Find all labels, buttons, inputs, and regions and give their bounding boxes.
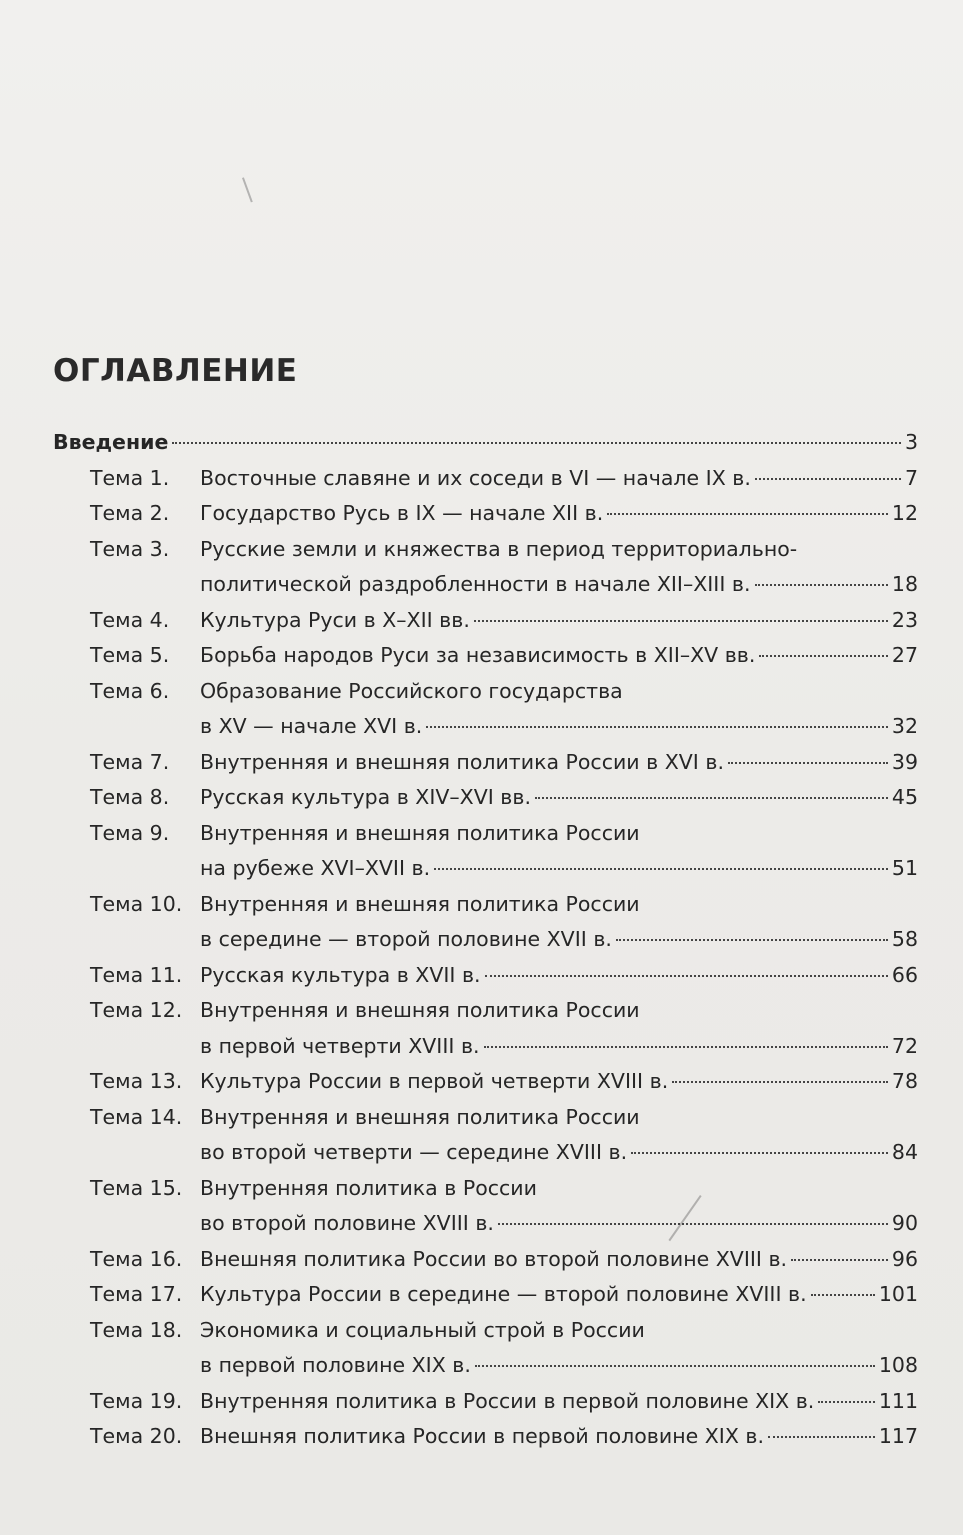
toc-entry-line <box>200 532 918 568</box>
toc-entry[interactable] <box>53 993 918 1064</box>
dot-leader <box>434 868 888 870</box>
toc-entry-line <box>200 1384 918 1420</box>
toc-entry-title <box>200 1313 918 1384</box>
toc-entry-number: Тема 1. <box>90 465 170 490</box>
toc-entry-text: Культура Руси в X–XII вв. <box>200 607 470 632</box>
toc-entry[interactable] <box>53 496 918 532</box>
toc-page-number: 66 <box>891 962 918 987</box>
toc-entry-number: Тема 13. <box>90 1069 183 1093</box>
toc-entry[interactable] <box>53 1171 918 1242</box>
toc-page-number: 90 <box>891 1211 918 1235</box>
toc-entry-number: Тема 4. <box>90 607 170 632</box>
toc-entry[interactable] <box>53 1100 918 1171</box>
toc-entry-text: Государство Русь в IX — начале XII в. <box>200 501 604 525</box>
toc-entry-number: Тема 3. <box>90 536 170 561</box>
toc-entry-line <box>200 638 918 674</box>
toc-entry-line <box>200 745 918 781</box>
toc-entry-title <box>200 780 918 816</box>
toc-entry-text: Культура России в середине — второй половине XVIII в. <box>200 1282 807 1306</box>
toc-entry-text: Введение <box>53 430 169 454</box>
toc-page-number: 39 <box>891 749 918 774</box>
toc-entry-line <box>200 1029 918 1065</box>
toc-page-number: 27 <box>891 643 918 667</box>
toc-page-number: 84 <box>891 1140 918 1164</box>
toc-page-number: 108 <box>878 1353 918 1377</box>
toc-entry-title <box>200 1064 918 1100</box>
toc-page-number: 45 <box>891 785 918 809</box>
toc-entry-text: Борьба народов Руси за независимость в XII–XV вв. <box>200 643 756 667</box>
toc-entry-line <box>200 887 918 923</box>
dot-leader <box>631 1152 888 1154</box>
dot-leader <box>728 762 888 764</box>
toc-entry-text: Внутренняя политика в России в первой половине XIX в. <box>200 1388 815 1413</box>
toc-entry-title <box>200 1419 918 1455</box>
toc-entry-line <box>200 958 918 994</box>
toc-entry-line <box>200 851 918 887</box>
toc-page-number: 3 <box>904 430 918 454</box>
toc-entry[interactable] <box>53 1064 918 1100</box>
toc-entry-title <box>200 674 918 745</box>
toc-entry-line <box>200 1171 918 1207</box>
toc-entry-number: Тема 20. <box>90 1424 183 1448</box>
toc-entry-title <box>200 532 918 603</box>
toc-entry[interactable] <box>53 816 918 887</box>
toc-page-number: 111 <box>878 1388 918 1413</box>
toc-entry-line <box>200 1348 918 1384</box>
toc-entry-text: Русские земли и княжества в период территориально- <box>200 536 798 561</box>
dot-leader <box>768 1436 875 1438</box>
toc-entry-line <box>200 567 918 603</box>
dot-leader <box>759 655 888 657</box>
toc-entry-text: во второй половине XVIII в. <box>200 1211 494 1235</box>
toc-entry-line <box>200 1100 918 1136</box>
toc-entry-line <box>200 674 918 710</box>
dot-leader <box>755 478 901 480</box>
dot-leader <box>474 620 888 622</box>
toc-entry-line <box>200 1242 918 1278</box>
page-title: ОГЛАВЛЕНИЕ <box>53 352 298 389</box>
toc-entry-text: Внутренняя и внешняя политика России <box>200 1104 640 1129</box>
toc-entry-title <box>200 496 918 532</box>
toc-entry[interactable] <box>53 674 918 745</box>
toc-entry-title <box>200 958 918 994</box>
toc-entry-title <box>200 603 918 639</box>
toc-entry-number: Тема 5. <box>90 643 170 667</box>
toc-entry-text: Внешняя политика России в первой половине XIX в. <box>200 1424 764 1448</box>
toc-entry-title <box>200 461 918 497</box>
dot-leader <box>535 797 888 799</box>
toc-entry-number: Тема 15. <box>90 1175 183 1200</box>
toc-entry-text: Культура России в первой четверти XVIII в. <box>200 1069 669 1093</box>
dot-leader <box>818 1401 875 1403</box>
toc-entry-title <box>200 1277 918 1313</box>
toc-entry-line <box>200 1064 918 1100</box>
toc-entry-number: Тема 14. <box>90 1104 183 1129</box>
toc-page-number: 51 <box>891 856 918 880</box>
toc-entry-number: Тема 17. <box>90 1282 183 1306</box>
toc-entry-line <box>200 1206 918 1242</box>
toc-entry[interactable] <box>53 1313 918 1384</box>
toc-entry-line <box>200 1277 918 1313</box>
dot-leader <box>172 442 901 444</box>
toc-entry-text: Образование Российского государства <box>200 678 623 703</box>
toc-page-number: 7 <box>904 465 918 490</box>
dot-leader <box>484 1046 888 1048</box>
toc-entry-number: Тема 2. <box>90 501 170 525</box>
toc-entry-title <box>200 745 918 781</box>
toc-entry[interactable] <box>53 745 918 781</box>
toc-entry-number: Тема 16. <box>90 1246 183 1271</box>
toc-entry-line <box>200 496 918 532</box>
toc-entry-title <box>53 425 918 461</box>
toc-entry-text: в первой половине XIX в. <box>200 1353 471 1377</box>
toc-entry-line <box>200 922 918 958</box>
toc-page-number: 12 <box>891 501 918 525</box>
toc-entry-number: Тема 10. <box>90 891 183 916</box>
toc-entry-text: Внутренняя и внешняя политика России в XVI в. <box>200 749 724 774</box>
dot-leader <box>485 975 888 977</box>
toc-page-number: 23 <box>891 607 918 632</box>
toc-entry-line <box>200 1135 918 1171</box>
toc-entry[interactable] <box>53 887 918 958</box>
dot-leader <box>475 1365 875 1367</box>
dot-leader <box>426 726 888 728</box>
toc-entry-line <box>200 461 918 497</box>
toc-entry-line <box>200 993 918 1029</box>
toc-entry-text: Восточные славяне и их соседи в VI — начале IX в. <box>200 465 751 490</box>
dot-leader <box>498 1223 888 1225</box>
toc-entry-text: на рубеже XVI–XVII в. <box>200 856 431 880</box>
toc-entry-text: Внутренняя и внешняя политика России <box>200 820 640 845</box>
toc-entry-text: Русская культура в XVII в. <box>200 962 481 987</box>
toc-entry-text: в XV — начале XVI в. <box>200 714 423 738</box>
toc-entry-text: Внешняя политика России во второй половине XVIII в. <box>200 1246 788 1271</box>
toc-entry-line <box>200 1313 918 1349</box>
toc-entry-line <box>200 603 918 639</box>
toc-entry-number: Тема 11. <box>90 962 183 987</box>
toc-page-number: 18 <box>891 572 918 596</box>
toc-entry-title <box>200 1242 918 1278</box>
toc-page-number: 32 <box>891 714 918 738</box>
toc-entry[interactable] <box>53 532 918 603</box>
toc-page-number: 101 <box>878 1282 918 1306</box>
toc-entry-number: Тема 8. <box>90 785 170 809</box>
toc-entry-text: в середине — второй половине XVII в. <box>200 927 612 951</box>
toc-entry[interactable] <box>53 1384 918 1420</box>
toc-entry-text: Русская культура в XIV–XVI вв. <box>200 785 531 809</box>
toc-entry-line <box>200 709 918 745</box>
toc-entry[interactable] <box>53 780 918 816</box>
toc-entry-text: Внутренняя политика в России <box>200 1175 537 1200</box>
toc-entry-line <box>200 780 918 816</box>
toc-entry-number: Тема 7. <box>90 749 170 774</box>
toc-entry-number: Тема 9. <box>90 820 170 845</box>
toc-entry[interactable] <box>53 1419 918 1455</box>
toc-entry[interactable] <box>53 603 918 639</box>
toc-entry[interactable] <box>53 638 918 674</box>
toc-entry-line <box>200 1419 918 1455</box>
toc-entry-line <box>200 816 918 852</box>
toc-page-number: 58 <box>891 927 918 951</box>
toc-page-number: 78 <box>891 1069 918 1093</box>
toc-entry[interactable] <box>53 958 918 994</box>
dot-leader <box>607 513 888 515</box>
pen-mark <box>242 177 253 202</box>
toc-entry-title <box>200 887 918 958</box>
toc-entry-text: в первой четверти XVIII в. <box>200 1033 480 1058</box>
toc-entry-text: Экономика и социальный строй в России <box>200 1317 645 1342</box>
toc-page-number: 117 <box>878 1424 918 1448</box>
toc-entry[interactable] <box>53 1242 918 1278</box>
toc-entry-title <box>200 816 918 887</box>
toc-entry-number: Тема 18. <box>90 1317 183 1342</box>
toc-entry-line <box>53 425 918 461</box>
dot-leader <box>755 584 888 586</box>
toc-entry-number: Тема 6. <box>90 678 170 703</box>
toc-entry-title <box>200 1171 918 1242</box>
toc-entry-text: политической раздробленности в начале XII–XIII в. <box>200 572 751 596</box>
toc-entry-text: Внутренняя и внешняя политика России <box>200 891 640 916</box>
toc-entry[interactable] <box>53 425 918 461</box>
toc-entry-title <box>200 1100 918 1171</box>
toc-entry-title <box>200 993 918 1064</box>
toc-entry-title <box>200 638 918 674</box>
dot-leader <box>811 1294 875 1296</box>
dot-leader <box>616 939 888 941</box>
toc-page-number: 72 <box>891 1033 918 1058</box>
toc-entry[interactable] <box>53 461 918 497</box>
toc-page-number: 96 <box>891 1246 918 1271</box>
toc-entry-number: Тема 19. <box>90 1388 183 1413</box>
dot-leader <box>791 1259 888 1261</box>
toc-entry[interactable] <box>53 1277 918 1313</box>
toc-entry-number: Тема 12. <box>90 998 183 1022</box>
toc-entry-text: во второй четверти — середине XVIII в. <box>200 1140 628 1164</box>
toc-entry-title <box>200 1384 918 1420</box>
toc-entry-text: Внутренняя и внешняя политика России <box>200 998 640 1022</box>
dot-leader <box>672 1081 888 1083</box>
